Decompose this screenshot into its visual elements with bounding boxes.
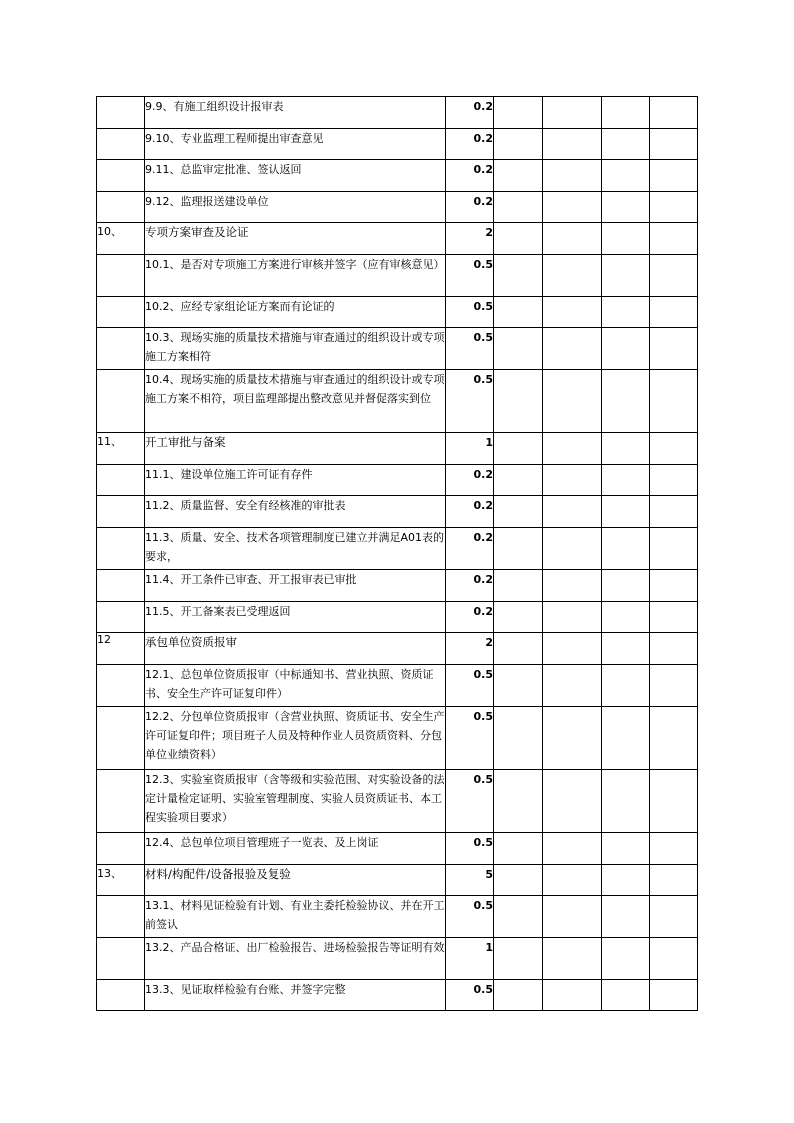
item-score: 1 bbox=[446, 938, 494, 980]
item-score: 0.5 bbox=[446, 896, 494, 938]
table-row bbox=[97, 97, 698, 129]
item-number bbox=[97, 328, 145, 370]
blank-cell bbox=[650, 433, 698, 465]
item-number bbox=[97, 938, 145, 980]
blank-cell bbox=[494, 160, 543, 192]
blank-cell bbox=[650, 192, 698, 223]
table-row bbox=[97, 528, 698, 570]
table-row bbox=[97, 770, 698, 833]
table-row bbox=[97, 938, 698, 980]
blank-cell bbox=[650, 528, 698, 570]
blank-cell bbox=[494, 833, 543, 865]
blank-cell bbox=[650, 865, 698, 896]
item-description: 材料/构配件/设备报验及复验 bbox=[145, 865, 446, 896]
item-number bbox=[97, 570, 145, 602]
item-number bbox=[97, 255, 145, 297]
blank-cell bbox=[650, 896, 698, 938]
blank-cell bbox=[602, 433, 650, 465]
blank-cell bbox=[543, 160, 602, 192]
blank-cell bbox=[494, 496, 543, 528]
blank-cell bbox=[494, 255, 543, 297]
blank-cell bbox=[602, 865, 650, 896]
blank-cell bbox=[543, 129, 602, 160]
item-score: 0.2 bbox=[446, 465, 494, 496]
blank-cell bbox=[602, 707, 650, 770]
blank-cell bbox=[650, 707, 698, 770]
blank-cell bbox=[543, 223, 602, 255]
inspection-score-table bbox=[96, 96, 698, 1011]
blank-cell bbox=[494, 770, 543, 833]
item-score: 5 bbox=[446, 865, 494, 896]
item-score: 0.2 bbox=[446, 496, 494, 528]
blank-cell bbox=[650, 602, 698, 633]
item-description: 10.3、现场实施的质量技术措施与审查通过的组织设计或专项施工方案相符 bbox=[145, 328, 446, 370]
blank-cell bbox=[543, 192, 602, 223]
table-row bbox=[97, 297, 698, 328]
blank-cell bbox=[543, 528, 602, 570]
table-row bbox=[97, 223, 698, 255]
table-row bbox=[97, 255, 698, 297]
blank-cell bbox=[494, 980, 543, 1011]
blank-cell bbox=[494, 129, 543, 160]
item-description: 13.1、材料见证检验有计划、有业主委托检验协议、并在开工前签认 bbox=[145, 896, 446, 938]
blank-cell bbox=[602, 602, 650, 633]
table-body bbox=[97, 97, 698, 1011]
item-description: 13.2、产品合格证、出厂检验报告、进场检验报告等证明有效 bbox=[145, 938, 446, 980]
blank-cell bbox=[494, 223, 543, 255]
table-row bbox=[97, 465, 698, 496]
item-score: 0.2 bbox=[446, 570, 494, 602]
blank-cell bbox=[602, 770, 650, 833]
blank-cell bbox=[494, 433, 543, 465]
item-number bbox=[97, 160, 145, 192]
blank-cell bbox=[543, 980, 602, 1011]
blank-cell bbox=[650, 223, 698, 255]
blank-cell bbox=[543, 770, 602, 833]
blank-cell bbox=[602, 328, 650, 370]
item-description: 专项方案审查及论证 bbox=[145, 223, 446, 255]
item-score: 0.5 bbox=[446, 833, 494, 865]
blank-cell bbox=[494, 570, 543, 602]
blank-cell bbox=[602, 370, 650, 433]
table-row bbox=[97, 370, 698, 433]
item-description: 10.1、是否对专项施工方案进行审核并签字（应有审核意见） bbox=[145, 255, 446, 297]
blank-cell bbox=[494, 665, 543, 707]
blank-cell bbox=[543, 865, 602, 896]
blank-cell bbox=[543, 297, 602, 328]
item-number bbox=[97, 465, 145, 496]
item-description: 11.1、建设单位施工许可证有存件 bbox=[145, 465, 446, 496]
item-score: 0.5 bbox=[446, 770, 494, 833]
item-score: 0.2 bbox=[446, 192, 494, 223]
item-number bbox=[97, 297, 145, 328]
blank-cell bbox=[602, 192, 650, 223]
table-row bbox=[97, 192, 698, 223]
blank-cell bbox=[602, 938, 650, 980]
item-description: 11.2、质量监督、安全有经核准的审批表 bbox=[145, 496, 446, 528]
blank-cell bbox=[650, 160, 698, 192]
blank-cell bbox=[650, 833, 698, 865]
blank-cell bbox=[543, 255, 602, 297]
blank-cell bbox=[543, 665, 602, 707]
table-row bbox=[97, 160, 698, 192]
item-description: 9.11、总监审定批准、签认返回 bbox=[145, 160, 446, 192]
blank-cell bbox=[543, 833, 602, 865]
blank-cell bbox=[543, 465, 602, 496]
item-number bbox=[97, 665, 145, 707]
item-score: 0.5 bbox=[446, 370, 494, 433]
item-number bbox=[97, 770, 145, 833]
blank-cell bbox=[650, 129, 698, 160]
table-row bbox=[97, 496, 698, 528]
blank-cell bbox=[543, 496, 602, 528]
table-row bbox=[97, 633, 698, 665]
blank-cell bbox=[494, 707, 543, 770]
item-score: 0.5 bbox=[446, 328, 494, 370]
item-score: 0.5 bbox=[446, 980, 494, 1011]
item-description: 12.4、总包单位项目管理班子一览表、及上岗证 bbox=[145, 833, 446, 865]
blank-cell bbox=[494, 328, 543, 370]
item-score: 1 bbox=[446, 433, 494, 465]
item-score: 0.2 bbox=[446, 97, 494, 129]
blank-cell bbox=[543, 633, 602, 665]
item-description: 承包单位资质报审 bbox=[145, 633, 446, 665]
table-row bbox=[97, 129, 698, 160]
item-score: 0.5 bbox=[446, 297, 494, 328]
table-row bbox=[97, 865, 698, 896]
blank-cell bbox=[543, 938, 602, 980]
blank-cell bbox=[650, 97, 698, 129]
blank-cell bbox=[650, 665, 698, 707]
item-number: 13、 bbox=[97, 865, 145, 896]
blank-cell bbox=[650, 980, 698, 1011]
table-row bbox=[97, 570, 698, 602]
item-description: 开工审批与备案 bbox=[145, 433, 446, 465]
blank-cell bbox=[602, 665, 650, 707]
table-row bbox=[97, 665, 698, 707]
item-score: 2 bbox=[446, 223, 494, 255]
blank-cell bbox=[494, 97, 543, 129]
blank-cell bbox=[602, 896, 650, 938]
table-row bbox=[97, 980, 698, 1011]
item-number bbox=[97, 97, 145, 129]
blank-cell bbox=[543, 97, 602, 129]
blank-cell bbox=[543, 328, 602, 370]
blank-cell bbox=[650, 938, 698, 980]
item-description: 11.3、质量、安全、技术各项管理制度已建立并满足A01表的要求， bbox=[145, 528, 446, 570]
blank-cell bbox=[602, 465, 650, 496]
item-description: 13.3、见证取样检验有台账、并签字完整 bbox=[145, 980, 446, 1011]
table-row bbox=[97, 433, 698, 465]
item-number: 10、 bbox=[97, 223, 145, 255]
blank-cell bbox=[494, 865, 543, 896]
item-description: 12.1、总包单位资质报审（中标通知书、营业执照、资质证书、安全生产许可证复印件） bbox=[145, 665, 446, 707]
blank-cell bbox=[543, 602, 602, 633]
blank-cell bbox=[602, 129, 650, 160]
table-row bbox=[97, 707, 698, 770]
item-number bbox=[97, 707, 145, 770]
blank-cell bbox=[602, 160, 650, 192]
item-score: 0.2 bbox=[446, 602, 494, 633]
item-description: 11.4、开工条件已审查、开工报审表已审批 bbox=[145, 570, 446, 602]
blank-cell bbox=[650, 255, 698, 297]
blank-cell bbox=[650, 570, 698, 602]
item-description: 12.3、实验室资质报审（含等级和实验范围、对实验设备的法定计量检定证明、实验室管理制度、实验人员资质证书、本工程实验项目要求） bbox=[145, 770, 446, 833]
blank-cell bbox=[494, 602, 543, 633]
blank-cell bbox=[543, 370, 602, 433]
blank-cell bbox=[650, 496, 698, 528]
blank-cell bbox=[494, 192, 543, 223]
blank-cell bbox=[543, 896, 602, 938]
blank-cell bbox=[650, 770, 698, 833]
blank-cell bbox=[650, 297, 698, 328]
item-description: 9.9、有施工组织设计报审表 bbox=[145, 97, 446, 129]
item-description: 11.5、开工备案表已受理返回 bbox=[145, 602, 446, 633]
blank-cell bbox=[650, 465, 698, 496]
table-row bbox=[97, 328, 698, 370]
blank-cell bbox=[494, 465, 543, 496]
item-number bbox=[97, 192, 145, 223]
item-description: 9.12、监理报送建设单位 bbox=[145, 192, 446, 223]
item-description: 9.10、专业监理工程师提出审查意见 bbox=[145, 129, 446, 160]
blank-cell bbox=[602, 297, 650, 328]
item-number bbox=[97, 496, 145, 528]
table-row bbox=[97, 896, 698, 938]
item-number bbox=[97, 528, 145, 570]
item-score: 0.2 bbox=[446, 160, 494, 192]
item-number: 11、 bbox=[97, 433, 145, 465]
blank-cell bbox=[543, 433, 602, 465]
blank-cell bbox=[602, 570, 650, 602]
blank-cell bbox=[602, 833, 650, 865]
item-number bbox=[97, 129, 145, 160]
blank-cell bbox=[494, 370, 543, 433]
blank-cell bbox=[543, 707, 602, 770]
item-number bbox=[97, 370, 145, 433]
blank-cell bbox=[494, 528, 543, 570]
table-row bbox=[97, 833, 698, 865]
blank-cell bbox=[494, 938, 543, 980]
blank-cell bbox=[650, 370, 698, 433]
blank-cell bbox=[543, 570, 602, 602]
blank-cell bbox=[602, 528, 650, 570]
item-number bbox=[97, 833, 145, 865]
item-score: 0.5 bbox=[446, 665, 494, 707]
item-description: 10.4、现场实施的质量技术措施与审查通过的组织设计或专项施工方案不相符，项目监理部提出整改意见并督促落实到位 bbox=[145, 370, 446, 433]
item-description: 12.2、分包单位资质报审（含营业执照、资质证书、安全生产许可证复印件；项目班子人员及特种作业人员资质资料、分包单位业绩资料） bbox=[145, 707, 446, 770]
blank-cell bbox=[602, 633, 650, 665]
item-number bbox=[97, 896, 145, 938]
item-score: 2 bbox=[446, 633, 494, 665]
item-description: 10.2、应经专家组论证方案而有论证的 bbox=[145, 297, 446, 328]
item-score: 0.5 bbox=[446, 255, 494, 297]
item-score: 0.2 bbox=[446, 129, 494, 160]
blank-cell bbox=[602, 496, 650, 528]
blank-cell bbox=[602, 97, 650, 129]
blank-cell bbox=[494, 896, 543, 938]
blank-cell bbox=[494, 297, 543, 328]
item-number: 12 bbox=[97, 633, 145, 665]
blank-cell bbox=[650, 633, 698, 665]
item-score: 0.2 bbox=[446, 528, 494, 570]
table-row bbox=[97, 602, 698, 633]
blank-cell bbox=[650, 328, 698, 370]
blank-cell bbox=[494, 633, 543, 665]
blank-cell bbox=[602, 980, 650, 1011]
item-number bbox=[97, 980, 145, 1011]
blank-cell bbox=[602, 223, 650, 255]
item-number bbox=[97, 602, 145, 633]
item-score: 0.5 bbox=[446, 707, 494, 770]
blank-cell bbox=[602, 255, 650, 297]
